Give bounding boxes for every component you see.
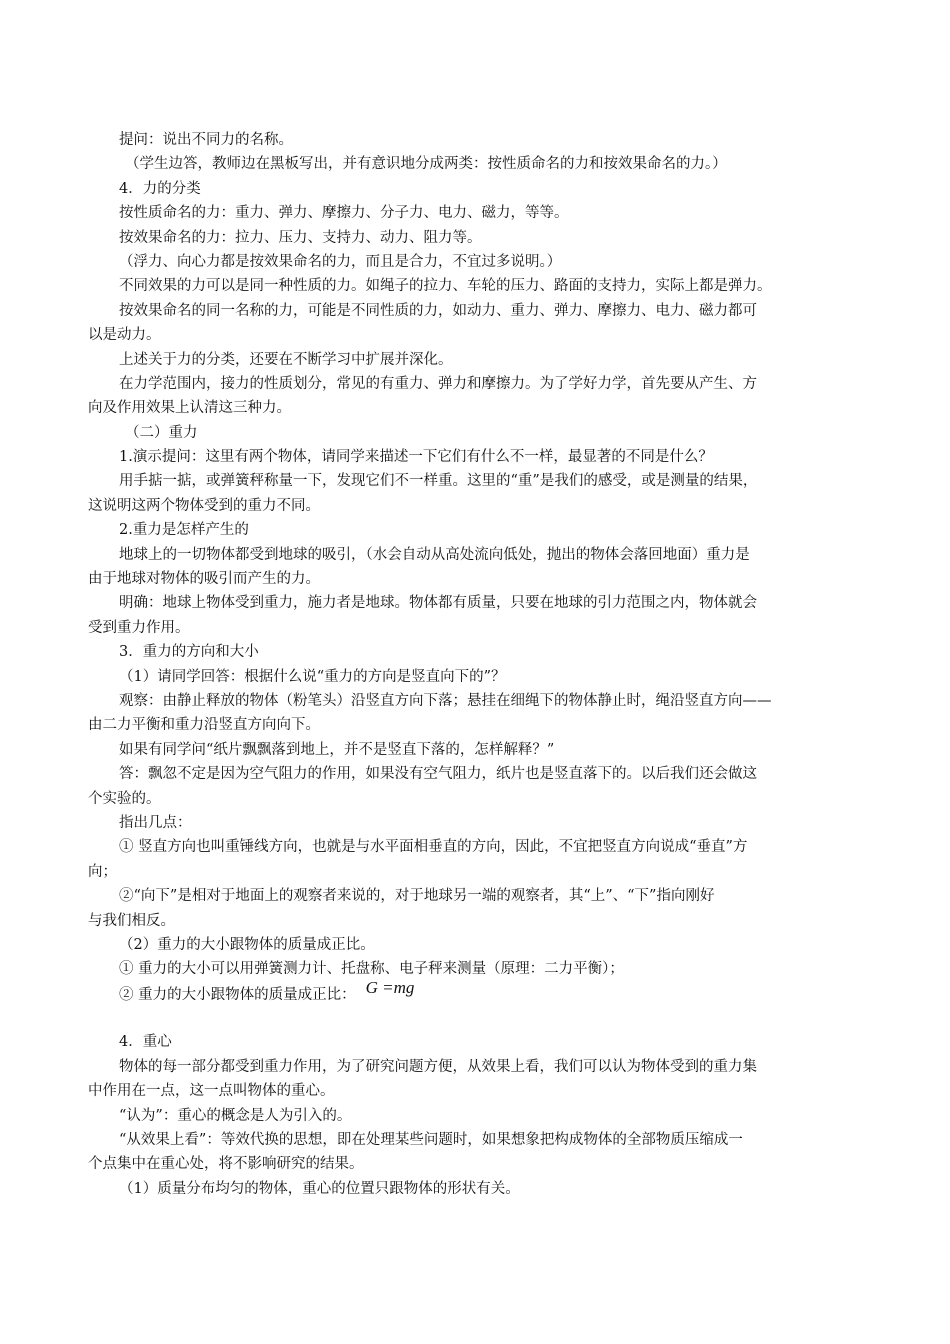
section-heading: （二）重力 — [125, 424, 198, 441]
section-heading: 4．力的分类 — [119, 180, 201, 197]
paragraph-line: 上述关于力的分类，还要在不断学习中扩展并深化。 — [119, 351, 453, 368]
paragraph-line: 按效果命名的同一名称的力，可能是不同性质的力，如动力、重力、弹力、摩擦力、电力、磁力都可 — [119, 302, 757, 319]
paragraph-line: 由二力平衡和重力沿竖直方向向下。 — [88, 717, 320, 734]
paragraph-line: （2）重力的大小跟物体的质量成正比。 — [119, 936, 375, 953]
paragraph-line: 按效果命名的力：拉力、压力、支持力、动力、阻力等。 — [119, 229, 482, 246]
paragraph-line: ②“向下”是相对于地面上的观察者来说的，对于地球另一端的观察者，其“上”、“下”指向刚好 — [119, 888, 715, 905]
paragraph-line: ① 重力的大小可以用弹簧测力计、托盘称、电子秤来测量（原理：二力平衡）； — [119, 961, 624, 978]
paragraph-line: 按性质命名的力：重力、弹力、摩擦力、分子力、电力、磁力，等等。 — [119, 205, 569, 222]
paragraph-line: 物体的每一部分都受到重力作用，为了研究问题方便，从效果上看，我们可以认为物体受到的重力集 — [119, 1058, 757, 1075]
paragraph-line: 以是动力。 — [88, 327, 161, 344]
paragraph-line: 答：飘忽不定是因为空气阻力的作用，如果没有空气阻力，纸片也是竖直落下的。以后我们还会做这 — [119, 766, 757, 783]
paragraph-line: ① 竖直方向也叫重锤线方向，也就是与水平面相垂直的方向，因此，不宜把竖直方向说成“垂直”方 — [119, 839, 748, 856]
paragraph-line: （1）质量分布均匀的物体，重心的位置只跟物体的形状有关。 — [119, 1180, 520, 1197]
section-heading: 3．重力的方向和大小 — [119, 644, 259, 661]
paragraph-line: 如果有同学问“纸片飘飘落到地上，并不是竖直下落的，怎样解释？” — [119, 741, 555, 758]
paragraph-line: 向及作用效果上认清这三种力。 — [88, 400, 291, 417]
paragraph-line: 明确：地球上物体受到重力，施力者是地球。物体都有质量，只要在地球的引力范围之内，物体就会 — [119, 595, 757, 612]
formula-line — [88, 977, 878, 1006]
paragraph-line: （1）请同学回答：根据什么说“重力的方向是竖直向下的”？ — [119, 668, 506, 685]
section-heading: 4．重心 — [119, 1034, 172, 1051]
paragraph-line: 地球上的一切物体都受到地球的吸引，（水会自动从高处流向低处，抛出的物体会落回地面）重力是 — [119, 546, 750, 563]
paragraph-text: ② 重力的大小跟物体的质量成正比： — [119, 986, 356, 1003]
paragraph-line: 个点集中在重心处，将不影响研究的结果。 — [88, 1156, 364, 1173]
paragraph-line: （学生边答，教师边在黑板写出，并有意识地分成两类：按性质命名的力和按效果命名的力。） — [125, 156, 727, 173]
gravity-formula: G =mg — [365, 977, 415, 997]
blank-line — [88, 1006, 878, 1030]
paragraph-line: 用手掂一掂，或弹簧秤称量一下，发现它们不一样重。这里的“重”是我们的感受，或是测量的结果， — [119, 473, 758, 490]
paragraph-line: 与我们相反。 — [88, 912, 175, 929]
paragraph-line: 中作用在一点，这一点叫物体的重心。 — [88, 1083, 335, 1100]
paragraph-line: “从效果上看”：等效代换的思想，即在处理某些问题时，如果想象把构成物体的全部物质压缩成一 — [119, 1132, 743, 1149]
paragraph-line: 向； — [88, 863, 117, 880]
paragraph-line: 受到重力作用。 — [88, 619, 190, 636]
section-heading: 2.重力是怎样产生的 — [119, 522, 249, 539]
paragraph-line: （浮力、向心力都是按效果命名的力，而且是合力，不宜过多说明。） — [119, 253, 562, 270]
paragraph-line: 观察：由静止释放的物体（粉笔头）沿竖直方向下落；悬挂在细绳下的物体静止时，绳沿竖直方向—— — [119, 692, 772, 709]
paragraph-line: 由于地球对物体的吸引而产生的力。 — [88, 571, 320, 588]
paragraph-line: 不同效果的力可以是同一种性质的力。如绳子的拉力、车轮的压力、路面的支持力，实际上都是弹力。 — [119, 278, 772, 295]
document-page — [88, 128, 878, 1201]
paragraph-line: 个实验的。 — [88, 790, 161, 807]
paragraph-line: “认为”：重心的概念是人为引入的。 — [119, 1107, 352, 1124]
paragraph-line: 提问：说出不同力的名称。 — [119, 132, 293, 148]
paragraph-line: 在力学范围内，接力的性质划分，常见的有重力、弹力和摩擦力。为了学好力学，首先要从产生、方 — [119, 375, 757, 392]
paragraph-line: 指出几点： — [119, 814, 192, 831]
paragraph-line: 1.演示提问：这里有两个物体，请同学来描述一下它们有什么不一样，最显著的不同是什么？ — [119, 449, 713, 466]
paragraph-line: 这说明这两个物体受到的重力不同。 — [88, 497, 320, 514]
